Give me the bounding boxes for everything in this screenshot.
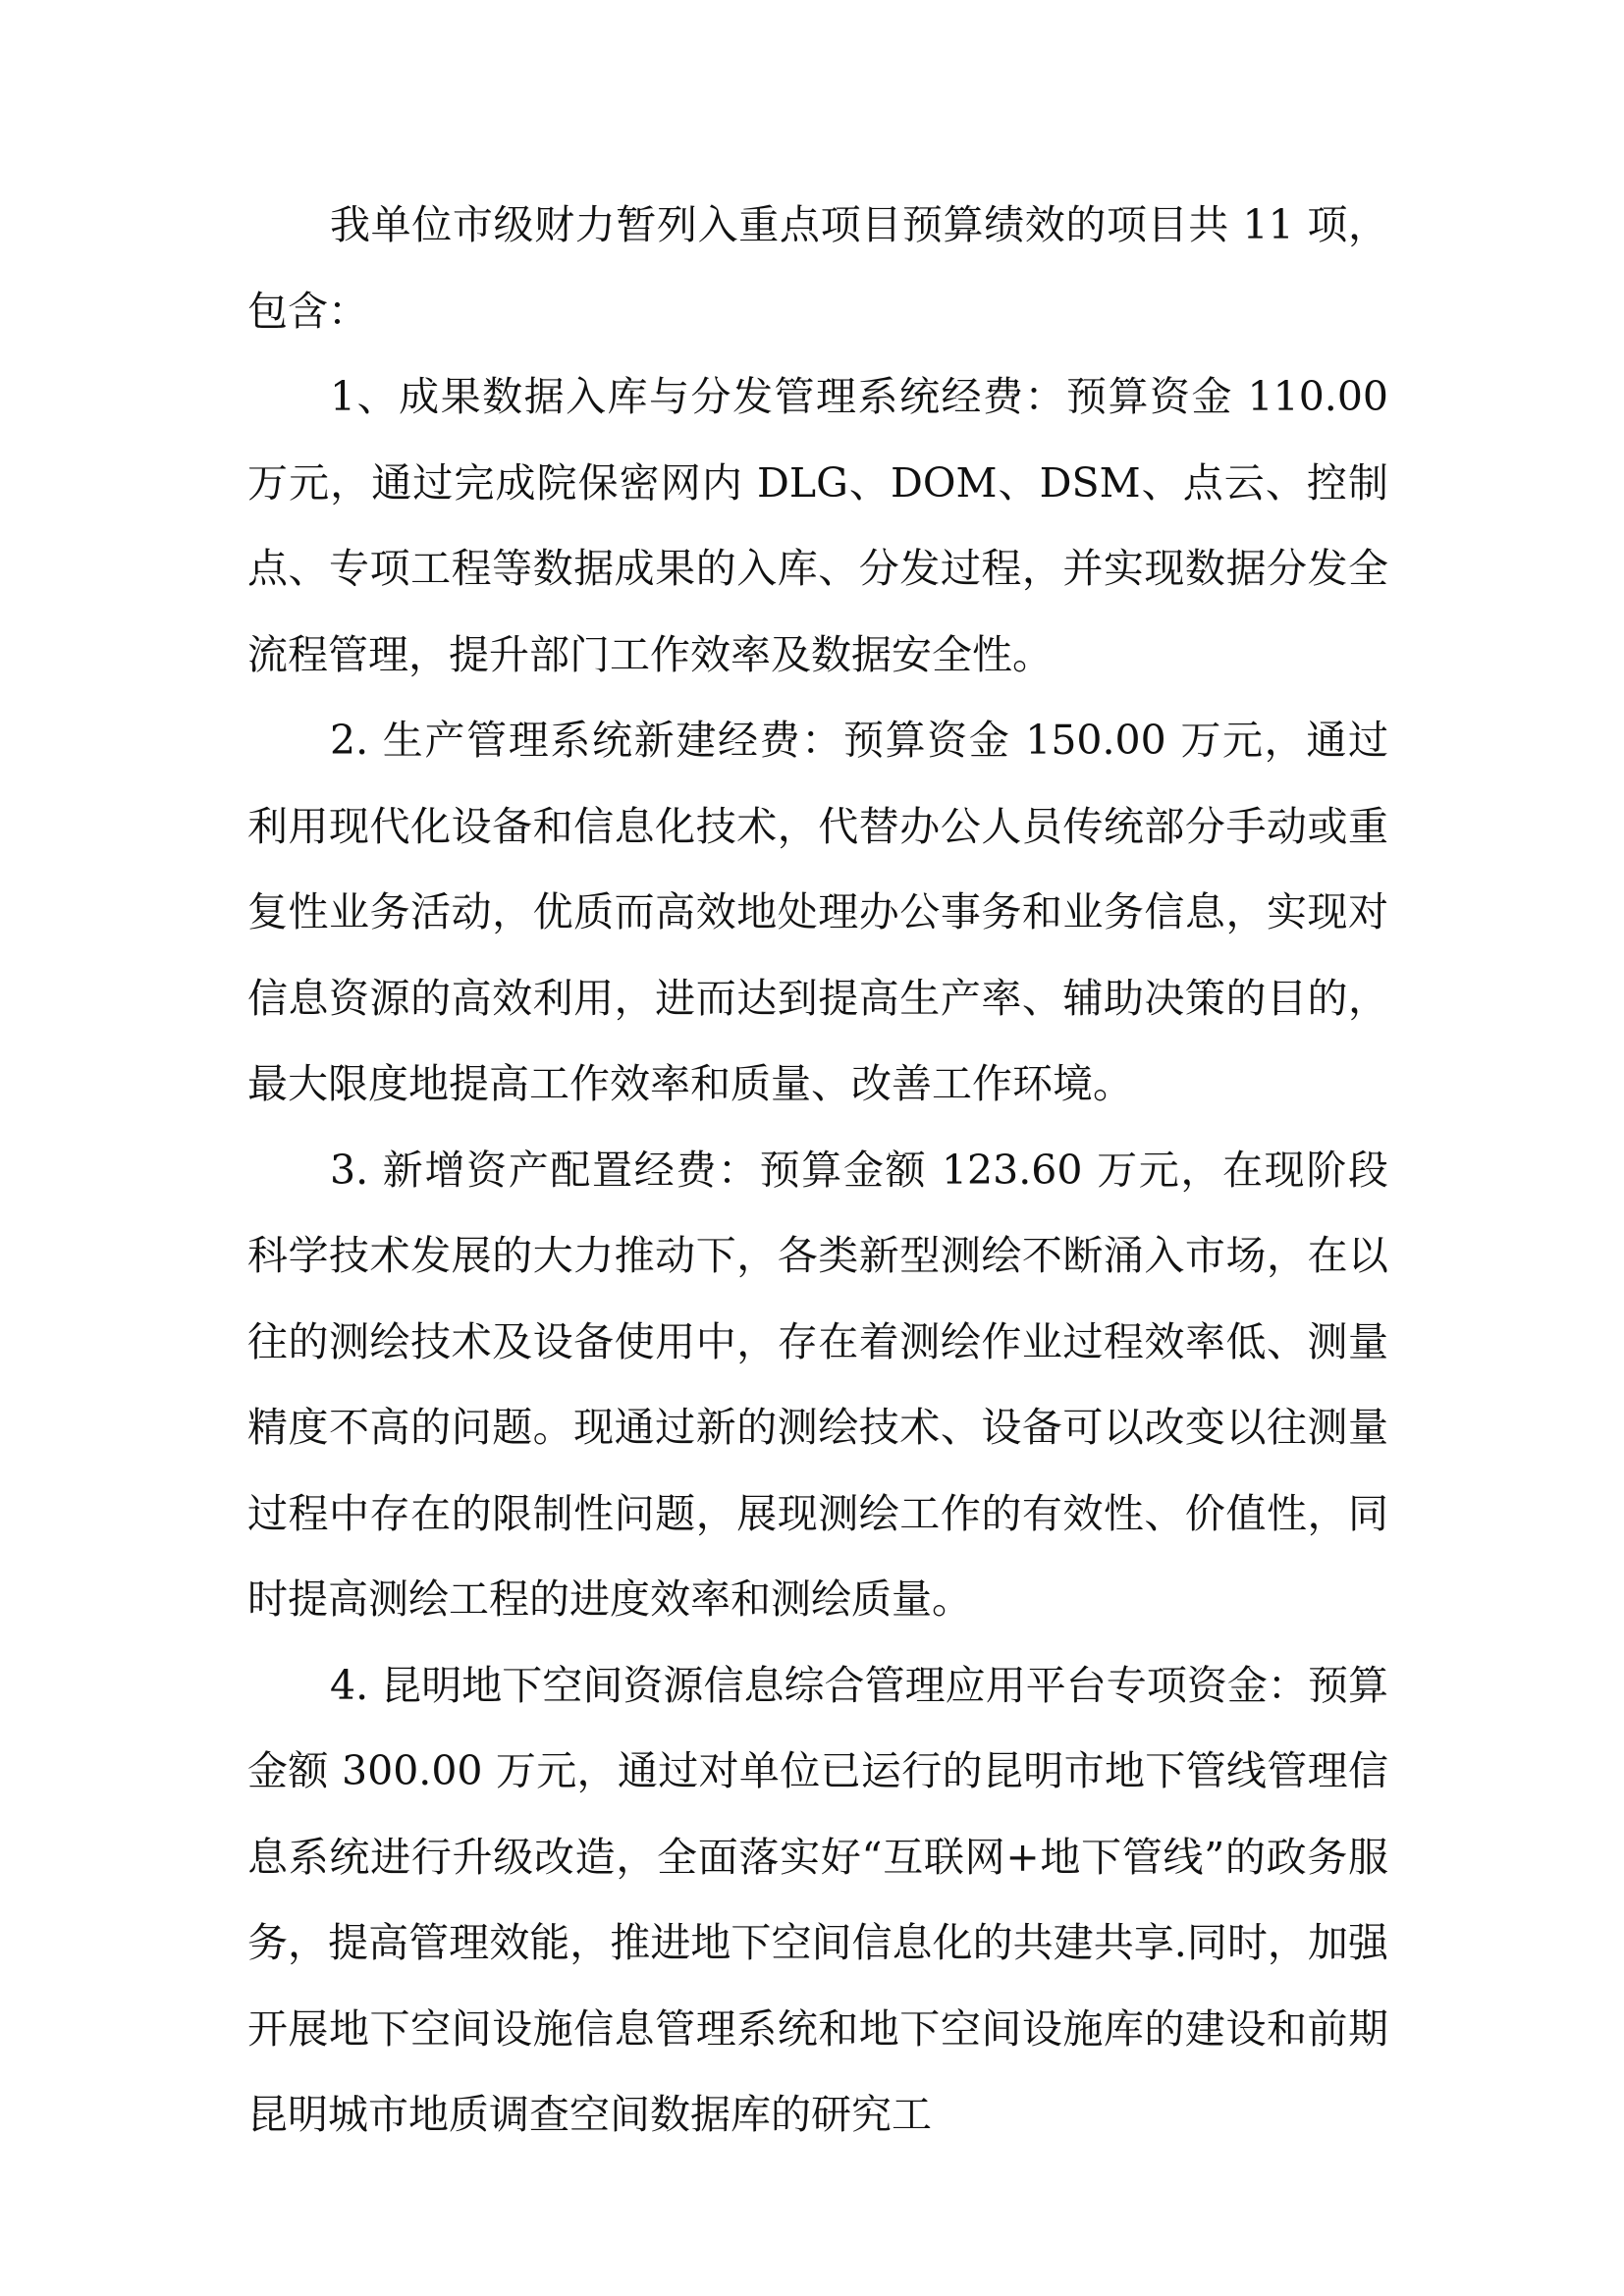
item-4-paragraph: 4. 昆明地下空间资源信息综合管理应用平台专项资金：预算金额 300.00 万元，通过对单位已运行的昆明市地下管线管理信息系统进行升级改造，全面落实好“互联网+地下管线”的政务服务，提高管理效能，推进地下空间信息化的共建共享.同时，加强开展地下空间设施信息管理系统和地下空间设施库的建设和前期昆明城市地质调查空间数据库的研究工 (247, 1661, 1388, 2138)
item-1-paragraph: 1、成果数据入库与分发管理系统经费：预算资金 110.00 万元，通过完成院保密网内 DLG、DOM、DSM、点云、控制点、专项工程等数据成果的入库、分发过程，并实现数据分发全流程管理，提升部门工作效率及数据安全性。 (247, 373, 1388, 678)
intro-paragraph: 我单位市级财力暂列入重点项目预算绩效的项目共 11 项，包含： (247, 201, 1388, 335)
document-body (247, 183, 1388, 2159)
item-2-paragraph: 2. 生产管理系统新建经费：预算资金 150.00 万元，通过利用现代化设备和信息化技术，代替办公人员传统部分手动或重复性业务活动，优质而高效地处理办公事务和业务信息，实现对信息资源的高效利用，进而达到提高生产率、辅助决策的目的，最大限度地提高工作效率和质量、改善工作环境。 (247, 717, 1388, 1107)
item-3-paragraph: 3. 新增资产配置经费：预算金额 123.60 万元，在现阶段科学技术发展的大力推动下，各类新型测绘不断涌入市场，在以往的测绘技术及设备使用中，存在着测绘作业过程效率低、测量精度不高的问题。现通过新的测绘技术、设备可以改变以往测量过程中存在的限制性问题，展现测绘工作的有效性、价值性，同时提高测绘工程的进度效率和测绘质量。 (247, 1146, 1388, 1623)
